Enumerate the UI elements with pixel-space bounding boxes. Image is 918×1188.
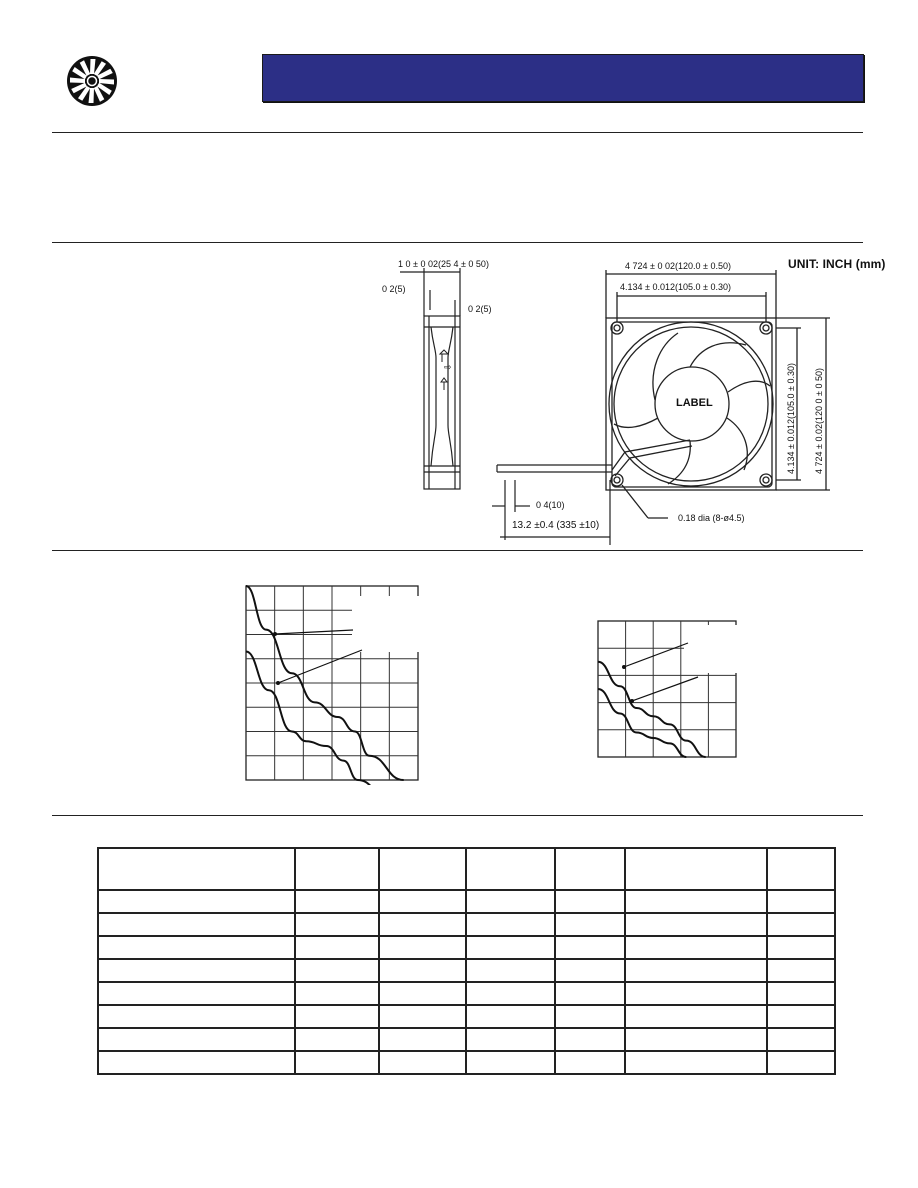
dim-rib-right-label: 0 2(5) bbox=[468, 304, 492, 314]
legend-blank-area bbox=[684, 625, 738, 673]
series-callout-arrow bbox=[632, 677, 698, 701]
series-callout-arrowhead bbox=[622, 665, 626, 669]
dim-lead-label: 13.2 ±0.4 (335 ±10) bbox=[512, 520, 600, 531]
series-line-2 bbox=[598, 689, 686, 757]
svg-text:⇨: ⇨ bbox=[444, 362, 452, 372]
dim-depth-label: 1 0 ± 0 02(25 4 ± 0 50) bbox=[398, 259, 489, 269]
table-row bbox=[98, 1005, 835, 1028]
dimension-drawing bbox=[0, 0, 918, 560]
fan-side-view bbox=[0, 0, 918, 560]
dim-width-outer-label: 4 724 ± 0 02(120.0 ± 0.50) bbox=[625, 261, 731, 271]
dim-height-outer-label: 4 724 ± 0.02(120 0 ± 0 50) bbox=[814, 368, 824, 474]
fan-label-text: LABEL bbox=[676, 397, 713, 409]
table-row bbox=[98, 936, 835, 959]
spec-table bbox=[97, 847, 836, 1075]
unit-label: UNIT: INCH (mm) bbox=[788, 257, 886, 271]
table-row bbox=[98, 959, 835, 982]
performance-chart-1 bbox=[240, 580, 440, 785]
table-row bbox=[98, 1028, 835, 1051]
legend-blank-area bbox=[352, 596, 420, 652]
section-divider bbox=[52, 815, 863, 816]
series-callout-arrowhead bbox=[273, 632, 277, 636]
dim-strip-label: 0 4(10) bbox=[536, 500, 565, 510]
performance-chart-2 bbox=[592, 615, 752, 760]
table-row bbox=[98, 982, 835, 1005]
series-callout-arrow bbox=[624, 643, 688, 667]
table-row bbox=[98, 913, 835, 936]
series-callout-arrow bbox=[278, 650, 362, 683]
series-callout-arrowhead bbox=[630, 699, 634, 703]
series-callout-arrow bbox=[275, 630, 353, 634]
dim-width-hole-label: 4.134 ± 0.012(105.0 ± 0.30) bbox=[620, 282, 731, 292]
series-callout-arrowhead bbox=[276, 681, 280, 685]
table-row bbox=[98, 1051, 835, 1074]
table-header-row bbox=[98, 848, 835, 890]
table-row bbox=[98, 890, 835, 913]
dim-height-hole-label: 4.134 ± 0.012(105.0 ± 0.30) bbox=[786, 363, 796, 474]
dim-hole-dia-label: 0.18 dia (8-ø4.5) bbox=[678, 513, 745, 523]
dim-rib-left-label: 0 2(5) bbox=[382, 284, 406, 294]
series-line-2 bbox=[246, 651, 384, 785]
